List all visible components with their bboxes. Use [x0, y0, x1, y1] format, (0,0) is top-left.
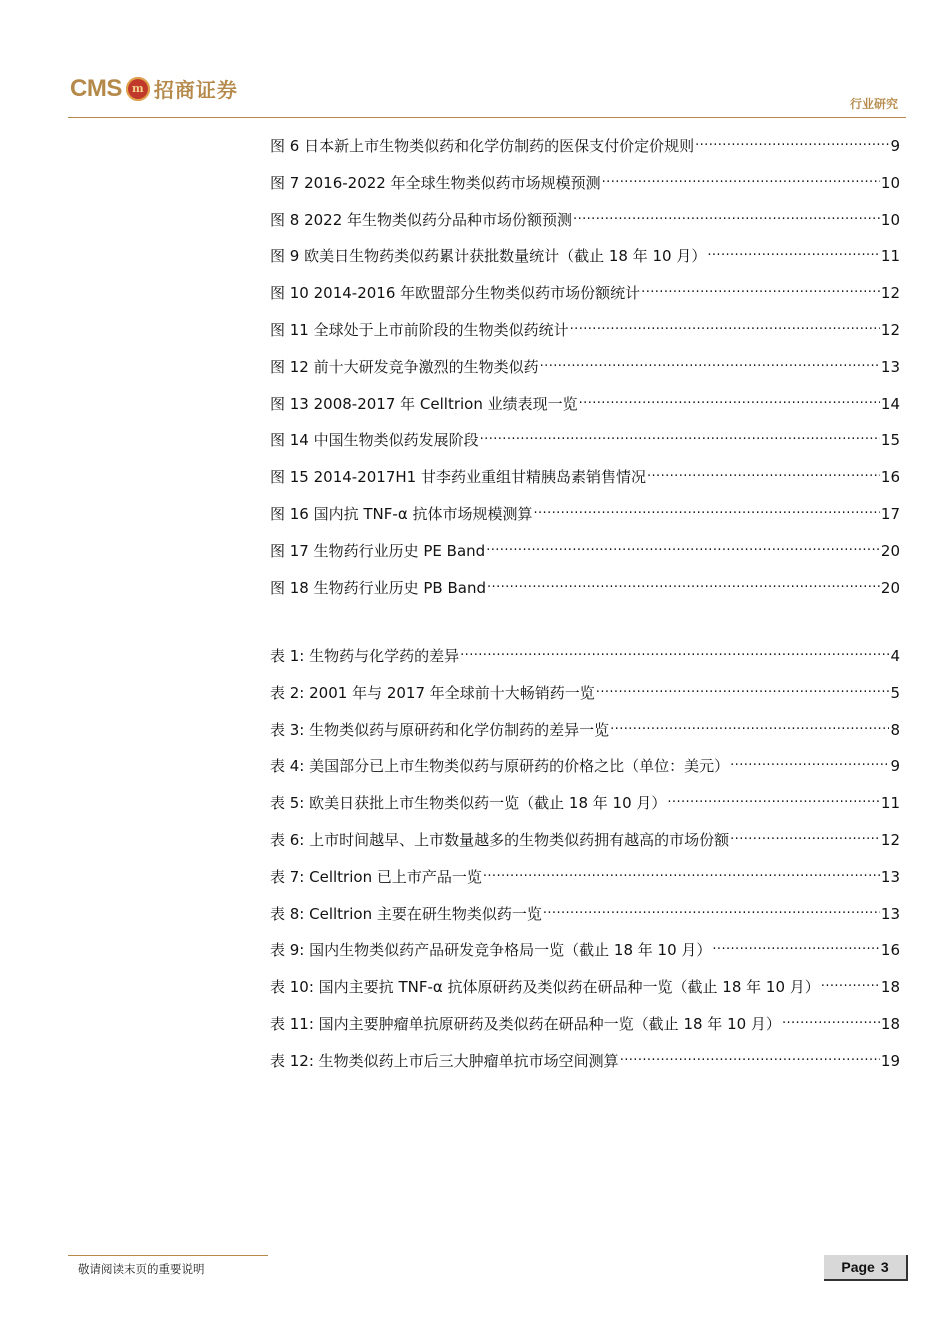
figure-entry-label: 图 11 全球处于上市前阶段的生物类似药统计 [270, 320, 569, 339]
figure-entry[interactable] [270, 569, 900, 606]
figure-entry-label: 图 13 2008-2017 年 Celltrion 业绩表现一览 [270, 394, 578, 413]
table-entry-page-number: 12 [880, 830, 900, 849]
dot-leader [480, 421, 880, 445]
dot-leader [712, 931, 880, 955]
dot-leader [730, 747, 889, 771]
figure-list [270, 127, 900, 605]
dot-leader [641, 274, 880, 298]
figure-entry-page-number: 16 [880, 468, 900, 487]
table-entry-label: 表 4: 美国部分已上市生物类似药与原研药的价格之比（单位：美元） [270, 757, 730, 776]
table-entry[interactable] [270, 821, 900, 858]
dot-leader [707, 237, 880, 261]
figure-entry-label: 图 12 前十大研发竞争激烈的生物类似药 [270, 357, 539, 376]
dot-leader [782, 1005, 880, 1029]
figure-entry-page-number: 15 [880, 431, 900, 450]
table-entry-page-number: 13 [880, 867, 900, 886]
table-entry-page-number: 18 [880, 1014, 900, 1033]
figure-entry[interactable] [270, 201, 900, 238]
table-entry[interactable] [270, 931, 900, 968]
figure-entry[interactable] [270, 385, 900, 422]
figure-entry-page-number: 9 [890, 137, 900, 155]
figure-entry[interactable] [270, 495, 900, 532]
report-category: 行业研究 [849, 97, 898, 111]
table-entry-page-number: 16 [880, 941, 900, 960]
figure-entry-label: 图 15 2014-2017H1 甘李药业重组甘精胰岛素销售情况 [270, 468, 646, 487]
figure-entry-page-number: 13 [880, 357, 900, 376]
footer-divider [68, 1255, 268, 1256]
dot-leader [667, 784, 880, 808]
logo-cms-text: CMS [70, 74, 122, 102]
figure-entry[interactable] [270, 237, 900, 274]
table-entry[interactable] [270, 968, 900, 1005]
table-entry[interactable] [270, 711, 900, 748]
figure-entry-page-number: 20 [880, 578, 900, 597]
dot-leader [596, 674, 890, 698]
table-entry[interactable] [270, 1005, 900, 1042]
cms-logo [70, 74, 238, 103]
table-entry[interactable] [270, 784, 900, 821]
table-entry-page-number: 19 [880, 1051, 900, 1070]
dot-leader [483, 858, 880, 882]
figure-entry[interactable] [270, 274, 900, 311]
logo-company-name: 招商证券 [153, 78, 238, 102]
table-entry[interactable] [270, 747, 900, 784]
dot-leader [821, 968, 880, 992]
page-word: Page [841, 1259, 875, 1275]
figure-entry-page-number: 10 [880, 210, 900, 229]
figure-entry-label: 图 16 国内抗 TNF-α 抗体市场规模测算 [270, 504, 533, 523]
table-entry-label: 表 3: 生物类似药与原研药和化学仿制药的差异一览 [270, 720, 610, 739]
table-entry-page-number: 18 [880, 978, 900, 997]
table-list [270, 637, 900, 1079]
table-entry-label: 表 12: 生物类似药上市后三大肿瘤单抗市场空间测算 [270, 1051, 619, 1070]
table-entry-page-number: 5 [890, 683, 900, 702]
table-entry-page-number: 13 [880, 904, 900, 923]
table-entry-label: 表 8: Celltrion 主要在研生物类似药一览 [270, 904, 542, 923]
dot-leader [610, 711, 889, 735]
table-entry[interactable] [270, 1042, 900, 1079]
dot-leader [602, 164, 880, 188]
table-entry-page-number: 8 [890, 720, 900, 739]
figure-entry[interactable] [270, 421, 900, 458]
dot-leader [533, 495, 879, 519]
figure-entry-page-number: 10 [880, 173, 900, 192]
figure-entry-label: 图 17 生物药行业历史 PE Band [270, 541, 486, 560]
figure-entry-label: 图 10 2014-2016 年欧盟部分生物类似药市场份额统计 [270, 284, 641, 303]
figure-entry-page-number: 17 [880, 504, 900, 523]
figure-entry-label: 图 9 欧美日生物药类似药累计获批数量统计（截止 18 年 10 月） [270, 247, 707, 266]
table-entry-label: 表 9: 国内生物类似药产品研发竞争格局一览（截止 18 年 10 月） [270, 941, 712, 960]
table-entry[interactable] [270, 637, 900, 674]
figure-entry-label: 图 6 日本新上市生物类似药和化学仿制药的医保支付价定价规则 [270, 137, 695, 155]
table-entry-label: 表 5: 欧美日获批上市生物类似药一览（截止 18 年 10 月） [270, 794, 667, 813]
table-entry[interactable] [270, 895, 900, 932]
table-entry-label: 表 7: Celltrion 已上市产品一览 [270, 867, 482, 886]
header-divider [68, 117, 906, 118]
dot-leader [730, 821, 880, 845]
page-indicator [824, 1255, 908, 1281]
dot-leader [486, 532, 880, 556]
figure-entry-page-number: 20 [880, 541, 900, 560]
dot-leader [543, 895, 880, 919]
dot-leader [695, 127, 889, 151]
dot-leader [570, 311, 880, 335]
figure-entry-label: 图 18 生物药行业历史 PB Band [270, 578, 487, 597]
figure-entry[interactable] [270, 458, 900, 495]
logo-emblem-icon [126, 77, 150, 101]
figure-entry[interactable] [270, 311, 900, 348]
figure-entry-page-number: 14 [880, 394, 900, 413]
figure-entry-page-number: 12 [880, 284, 900, 303]
page-number: 3 [880, 1259, 889, 1275]
logo-emblem-letter: m [132, 82, 144, 95]
figure-entry[interactable] [270, 532, 900, 569]
table-entry-page-number: 9 [890, 757, 900, 776]
figure-entry-label: 图 14 中国生物类似药发展阶段 [270, 431, 479, 450]
dot-leader [647, 458, 880, 482]
figure-entry-label: 图 8 2022 年生物类似药分品种市场份额预测 [270, 210, 573, 229]
table-entry[interactable] [270, 674, 900, 711]
dot-leader [460, 637, 889, 661]
table-entry-label: 表 10: 国内主要抗 TNF-α 抗体原研药及类似药在研品种一览（截止 18 年 10 月） [270, 978, 820, 997]
figure-entry[interactable] [270, 164, 900, 201]
dot-leader [620, 1042, 880, 1066]
figure-entry-page-number: 12 [880, 320, 900, 339]
figure-entry-page-number: 11 [880, 247, 900, 266]
figure-entry[interactable] [270, 348, 900, 385]
disclaimer-note: 敬请阅读末页的重要说明 [78, 1262, 205, 1276]
table-entry-label: 表 1: 生物药与化学药的差异 [270, 647, 460, 665]
dot-leader [579, 385, 880, 409]
table-entry-label: 表 6: 上市时间越早、上市数量越多的生物类似药拥有越高的市场份额 [270, 830, 730, 849]
dot-leader [573, 201, 880, 225]
table-entry[interactable] [270, 858, 900, 895]
table-entry-label: 表 11: 国内主要肿瘤单抗原研药及类似药在研品种一览（截止 18 年 10 月） [270, 1014, 781, 1033]
figure-entry-label: 图 7 2016-2022 年全球生物类似药市场规模预测 [270, 173, 601, 192]
table-entry-page-number: 11 [880, 794, 900, 813]
table-entry-page-number: 4 [890, 647, 900, 665]
table-entry-label: 表 2: 2001 年与 2017 年全球前十大畅销药一览 [270, 683, 595, 702]
figure-entry[interactable] [270, 127, 900, 164]
dot-leader [487, 569, 880, 593]
dot-leader [540, 348, 880, 372]
